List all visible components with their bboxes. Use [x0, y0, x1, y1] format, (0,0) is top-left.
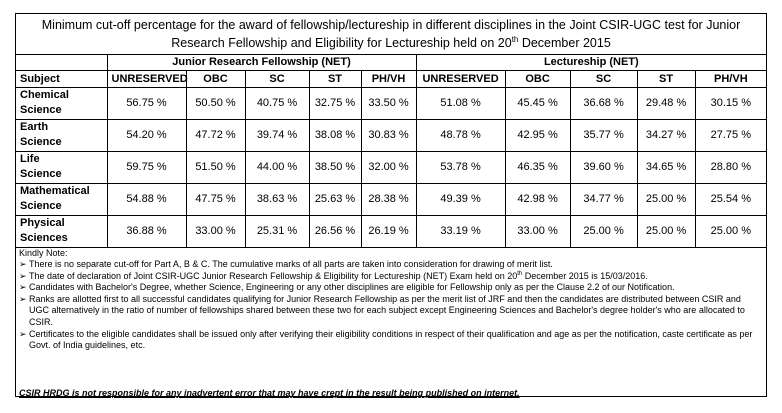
title-line-2: Research Fellowship and Eligibility for Lectureship held on 20th December 2015: [171, 34, 611, 50]
value-cell: 38.08 %: [309, 119, 361, 151]
arrow-bullet-icon: ➢: [19, 282, 27, 293]
table-row-earth-science: [16, 119, 766, 151]
disclaimer: CSIR HRDG is not responsible for any inadvertent error that may have crept in the result being published on internet.: [19, 388, 520, 398]
value-cell: 53.78 %: [416, 151, 505, 183]
arrow-bullet-icon: ➢: [19, 293, 27, 304]
value-cell: 54.20 %: [107, 119, 186, 151]
value-cell: 44.00 %: [245, 151, 309, 183]
column-header-row: [16, 70, 766, 87]
value-cell: 25.31 %: [245, 215, 309, 247]
column-header: UNRESERVED: [107, 70, 186, 87]
value-cell: 33.19 %: [416, 215, 505, 247]
value-cell: 47.72 %: [186, 119, 245, 151]
value-cell: 54.88 %: [107, 183, 186, 215]
value-cell: 38.63 %: [245, 183, 309, 215]
arrow-bullet-icon: ➢: [19, 328, 27, 339]
note-item: ➢ Certificates to the eligible candidates shall be issued only after verifying their eligibility conditions in respect of their qualification and age as per the notification, caste certificate as per Govt. of India guidelines, etc.: [19, 328, 753, 351]
column-header: UNRESERVED: [416, 70, 505, 87]
subject-cell: Life Science: [16, 151, 107, 183]
document-title: [16, 14, 766, 55]
value-cell: 39.74 %: [245, 119, 309, 151]
note-item: ➢ Ranks are allotted first to all successful candidates qualifying for Junior Research Fellowship as per the merit list of JRF and then the candidates are distributed between CSIR and UGC alternatively in the ratio of number of fellowships shared between these two for each subject except Engineering Sciences and Bachelor's degree holder's who are allocated to CSIR.: [19, 293, 745, 328]
value-cell: 51.08 %: [416, 87, 505, 119]
value-cell: 30.83 %: [361, 119, 416, 151]
arrow-bullet-icon: ➢: [19, 270, 27, 281]
value-cell: 36.88 %: [107, 215, 186, 247]
arrow-bullet-icon: ➢: [19, 259, 27, 270]
value-cell: 39.60 %: [570, 151, 637, 183]
cutoff-document: [15, 13, 767, 397]
subject-cell: Chemical Science: [16, 87, 107, 119]
value-cell: 47.75 %: [186, 183, 245, 215]
value-cell: 33.00 %: [186, 215, 245, 247]
value-cell: 35.77 %: [570, 119, 637, 151]
value-cell: 34.65 %: [637, 151, 695, 183]
value-cell: 25.00 %: [637, 183, 695, 215]
value-cell: 32.00 %: [361, 151, 416, 183]
table-row-mathematical-science: [16, 183, 766, 215]
title-line-1: Minimum cut-off percentage for the award of fellowship/lectureship in different disciplines in the Joint CSIR-UGC test for Junior: [41, 18, 741, 32]
group-header-jrf: Junior Research Fellowship (NET): [107, 55, 416, 70]
column-header: ST: [309, 70, 361, 87]
subject-cell: Physical Sciences: [16, 215, 107, 247]
value-cell: 27.75 %: [695, 119, 766, 151]
value-cell: 36.68 %: [570, 87, 637, 119]
value-cell: 28.38 %: [361, 183, 416, 215]
value-cell: 26.19 %: [361, 215, 416, 247]
value-cell: 48.78 %: [416, 119, 505, 151]
value-cell: 25.00 %: [637, 215, 695, 247]
table-row-physical-sciences: [16, 215, 766, 247]
column-header: SC: [245, 70, 309, 87]
value-cell: 50.50 %: [186, 87, 245, 119]
column-header: OBC: [186, 70, 245, 87]
value-cell: 56.75 %: [107, 87, 186, 119]
subject-cell: Mathematical Science: [16, 183, 107, 215]
value-cell: 25.00 %: [695, 215, 766, 247]
column-header: PH/VH: [361, 70, 416, 87]
notes-section: [16, 248, 766, 352]
value-cell: 46.35 %: [505, 151, 570, 183]
value-cell: 40.75 %: [245, 87, 309, 119]
column-header: ST: [637, 70, 695, 87]
group-header-row: [16, 55, 766, 70]
value-cell: 49.39 %: [416, 183, 505, 215]
cutoff-table: [16, 55, 766, 248]
group-header-spacer: [16, 55, 107, 70]
subject-cell: Earth Science: [16, 119, 107, 151]
notes-list: [19, 259, 763, 352]
value-cell: 25.00 %: [570, 215, 637, 247]
note-item: ➢ The date of declaration of Joint CSIR-UGC Junior Research Fellowship & Eligibility for Lectureship (NET) Exam held on 20th December 2015 is 15/03/2016.: [19, 270, 648, 281]
column-header: SC: [570, 70, 637, 87]
column-header-subject: Subject: [16, 70, 107, 87]
column-header: OBC: [505, 70, 570, 87]
note-item: ➢ There is no separate cut-off for Part A, B & C. The cumulative marks of all parts are taken into consideration for drawing of merit list.: [19, 259, 553, 270]
value-cell: 34.77 %: [570, 183, 637, 215]
value-cell: 51.50 %: [186, 151, 245, 183]
value-cell: 42.98 %: [505, 183, 570, 215]
column-header: PH/VH: [695, 70, 766, 87]
note-item: ➢ Candidates with Bachelor's Degree, whether Science, Engineering or any other disciplines are eligible for Fellowship only as per the Clause 2.2 of our Notification.: [19, 282, 675, 293]
value-cell: 59.75 %: [107, 151, 186, 183]
value-cell: 38.50 %: [309, 151, 361, 183]
value-cell: 45.45 %: [505, 87, 570, 119]
value-cell: 29.48 %: [637, 87, 695, 119]
value-cell: 42.95 %: [505, 119, 570, 151]
value-cell: 28.80 %: [695, 151, 766, 183]
table-row-chemical-science: [16, 87, 766, 119]
value-cell: 33.00 %: [505, 215, 570, 247]
notes-heading: Kindly Note:: [19, 247, 68, 258]
table-row-life-science: [16, 151, 766, 183]
value-cell: 32.75 %: [309, 87, 361, 119]
value-cell: 30.15 %: [695, 87, 766, 119]
value-cell: 26.56 %: [309, 215, 361, 247]
value-cell: 25.54 %: [695, 183, 766, 215]
value-cell: 25.63 %: [309, 183, 361, 215]
value-cell: 33.50 %: [361, 87, 416, 119]
value-cell: 34.27 %: [637, 119, 695, 151]
group-header-lecturership: Lectureship (NET): [416, 55, 766, 70]
